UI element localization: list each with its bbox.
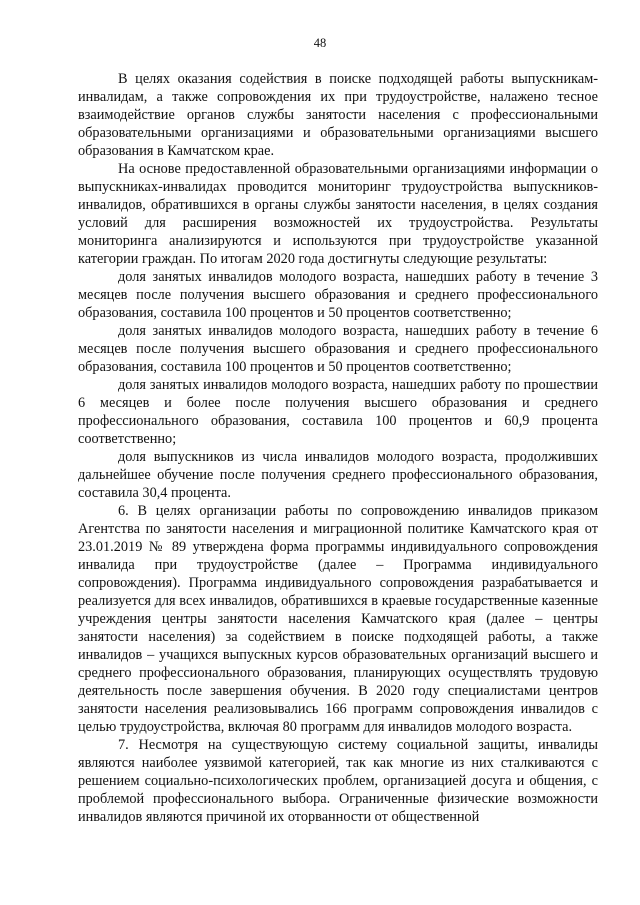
paragraph-monitoring: На основе предоставленной образовательными организациями информации о выпускниках-инвалидах проводится мониторинг трудоустройства выпускников-инвалидов, обратившихся в органы службы занятости населения, в целях создания условий для расширения возможностей их трудоустройства. Результаты мониторинга анализируются и используются при трудоустройстве указанной категории граждан. По итогам 2020 года достигнуты следующие результаты:: [78, 161, 598, 267]
paragraph-section-6: 6. В целях организации работы по сопровождению инвалидов приказом Агентства по занятости населения и миграционной политике Камчатского края от 23.01.2019 № 89 утверждена форма программы индивидуального сопровождения инвалида при трудоустройстве (далее – Программа индивидуального сопровождения). Программа индивидуального сопровождения разрабатывается и реализуется для всех инвалидов, обратившихся в краевые государственные казенные учреждения центры занятости населения Камчатского края (далее – центры занятости населения) за содействием в поиске подходящей работы, а также инвалидов – учащихся выпускных курсов образовательных организаций высшего и среднего профессионального образования, планирующих осуществлять трудовую деятельность после завершения обучения. В 2020 году специалистами центров занятости населения реализовывались 166 программ сопровождения инвалидов с целью трудоустройства, включая 80 программ для инвалидов молодого возраста.: [78, 503, 598, 735]
page-number: 48: [313, 36, 327, 50]
document-body: [78, 70, 598, 826]
paragraph-result-6-months: доля занятых инвалидов молодого возраста, нашедших работу в течение 6 месяцев после получения высшего образования и среднего профессионального образования, составила 100 процентов и 50 процентов соответственно;: [78, 323, 598, 375]
paragraph-section-7: 7. Несмотря на существующую систему социальной защиты, инвалиды являются наиболее уязвимой категорией, так как многие из них сталкиваются с решением социально-психологических проблем, организацией досуга и общения, с проблемой профессионального выбора. Ограниченные физические возможности инвалидов являются причиной их оторванности от общественной: [78, 737, 598, 825]
paragraph-support-graduates: В целях оказания содействия в поиске подходящей работы выпускникам-инвалидам, а также сопровождения их при трудоустройстве, налажено тесное взаимодействие органов службы занятости населения с профессиональными образовательными организациями и образовательными организациями высшего образования в Камчатском крае.: [78, 71, 598, 159]
paragraph-result-continued-education: доля выпускников из числа инвалидов молодого возраста, продолживших дальнейшее обучение после получения среднего профессионального образования, составила 30,4 процента.: [78, 449, 598, 501]
paragraph-result-over-6-months: доля занятых инвалидов молодого возраста, нашедших работу по прошествии 6 месяцев и более после получения высшего образования и среднего профессионального образования, составила 100 процентов и 60,9 процента соответственно;: [78, 377, 598, 447]
paragraph-result-3-months: доля занятых инвалидов молодого возраста, нашедших работу в течение 3 месяцев после получения высшего образования и среднего профессионального образования, составила 100 процентов и 50 процентов соответственно;: [78, 269, 598, 321]
